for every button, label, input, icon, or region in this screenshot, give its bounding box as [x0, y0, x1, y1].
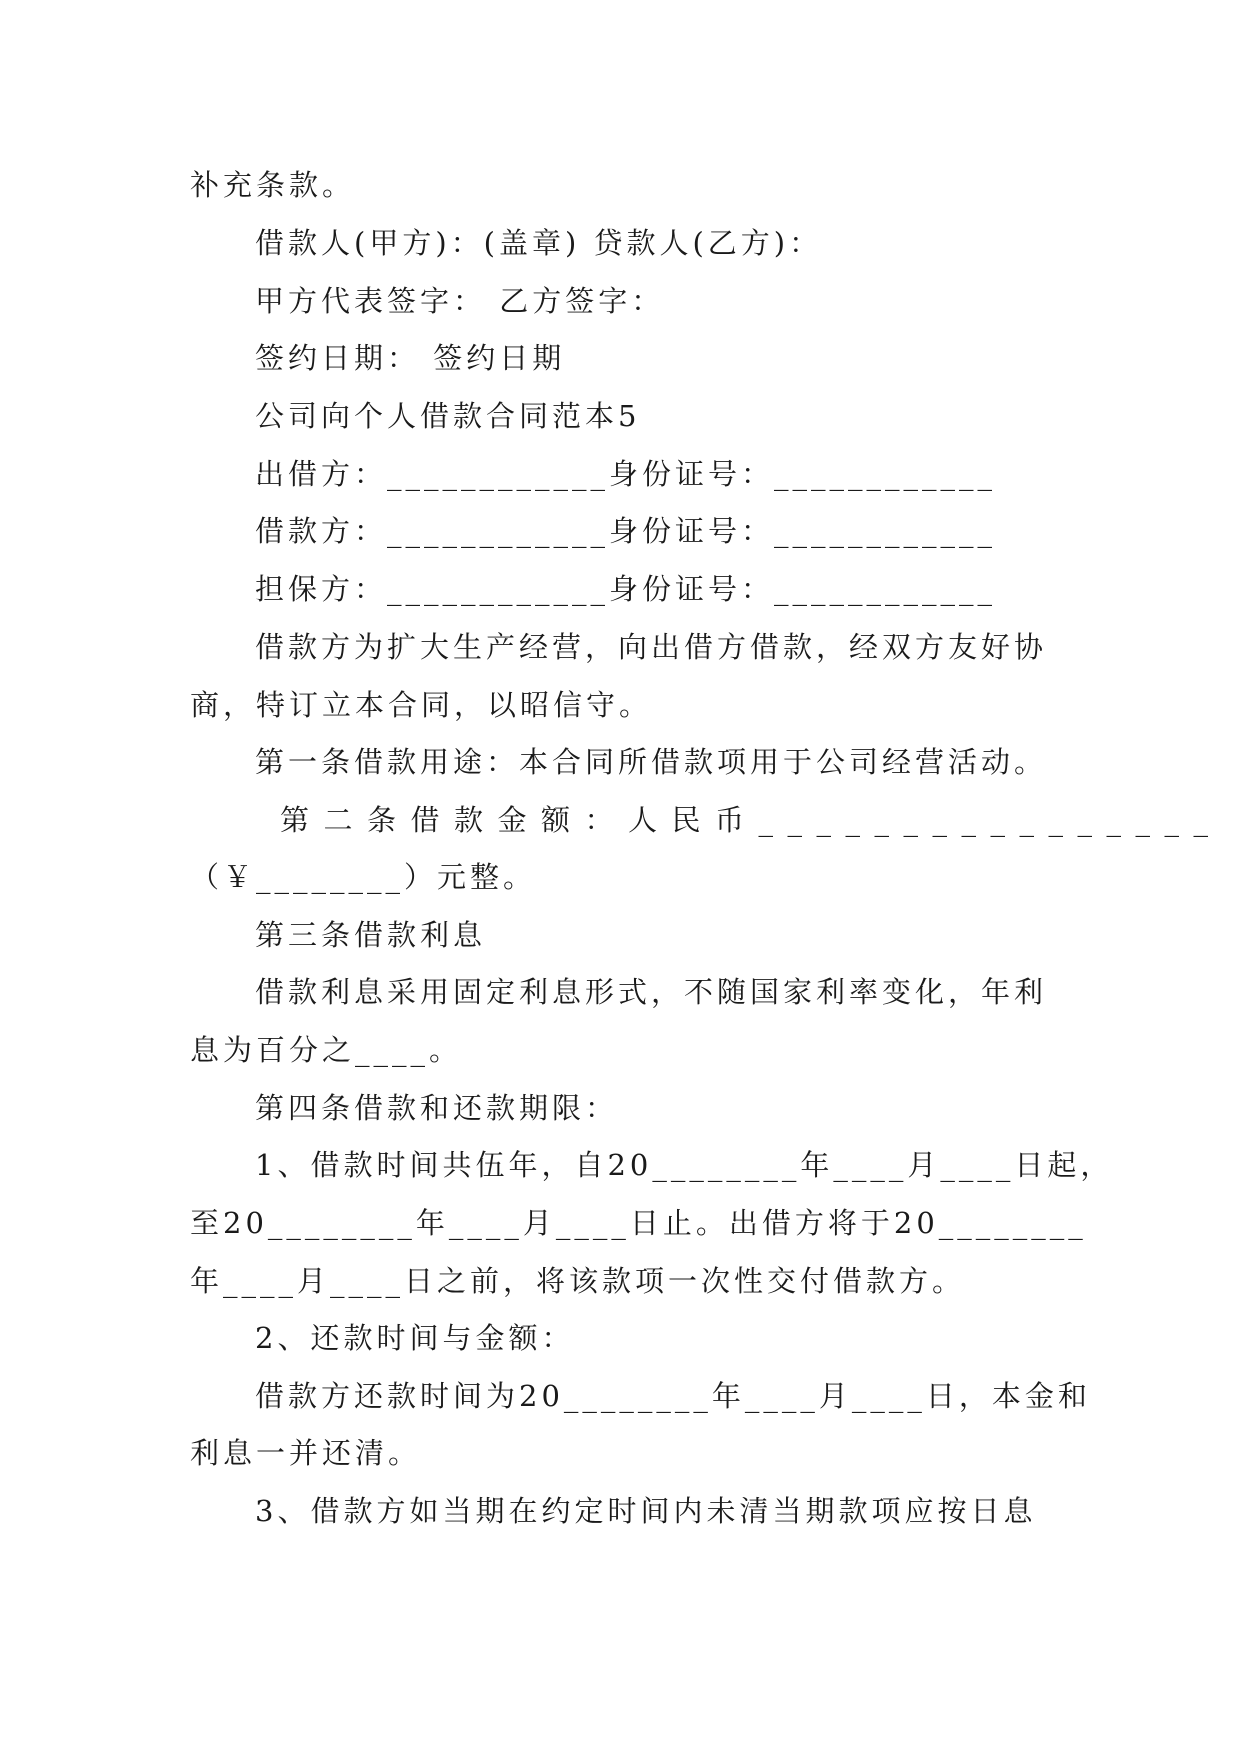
- line-6: 出借方：____________身份证号：____________: [255, 457, 997, 491]
- line-20: 年____月____日之前，将该款项一次性交付借款方。: [190, 1264, 966, 1298]
- line-18: 1、借款时间共伍年，自20________年____月____日起，: [255, 1148, 1114, 1182]
- line-13: （￥________）元整。: [190, 860, 537, 894]
- line-8: 担保方：____________身份证号：____________: [255, 572, 997, 606]
- line-7: 借款方：____________身份证号：____________: [255, 514, 997, 548]
- line-2: 借款人(甲方)：(盖章) 贷款人(乙方)：: [255, 226, 823, 260]
- line-23: 利息一并还清。: [190, 1436, 422, 1470]
- line-9: 借款方为扩大生产经营，向出借方借款，经双方友好协: [255, 630, 1048, 664]
- line-19: 至20________年____月____日止。出借方将于20________: [190, 1206, 1087, 1240]
- line-14: 第三条借款利息: [255, 918, 487, 952]
- line-21: 2、还款时间与金额：: [255, 1321, 575, 1355]
- line-12: 第二条借款金额：人民币________________: [280, 803, 1223, 837]
- line-11: 第一条借款用途：本合同所借款项用于公司经营活动。: [255, 745, 1048, 779]
- section-title: 公司向个人借款合同范本5: [255, 399, 641, 433]
- line-3: 甲方代表签字： 乙方签字：: [255, 284, 665, 318]
- line-22: 借款方还款时间为20________年____月____日，本金和: [255, 1379, 1091, 1413]
- line-4: 签约日期： 签约日期: [255, 341, 566, 375]
- line-17: 第四条借款和还款期限：: [255, 1091, 619, 1125]
- line-10: 商，特订立本合同，以昭信守。: [190, 688, 653, 722]
- line-1: 补充条款。: [190, 168, 356, 202]
- line-16: 息为百分之____。: [190, 1033, 463, 1067]
- line-15: 借款利息采用固定利息形式，不随国家利率变化，年利: [255, 975, 1048, 1009]
- line-24: 3、借款方如当期在约定时间内未清当期款项应按日息: [255, 1494, 1037, 1528]
